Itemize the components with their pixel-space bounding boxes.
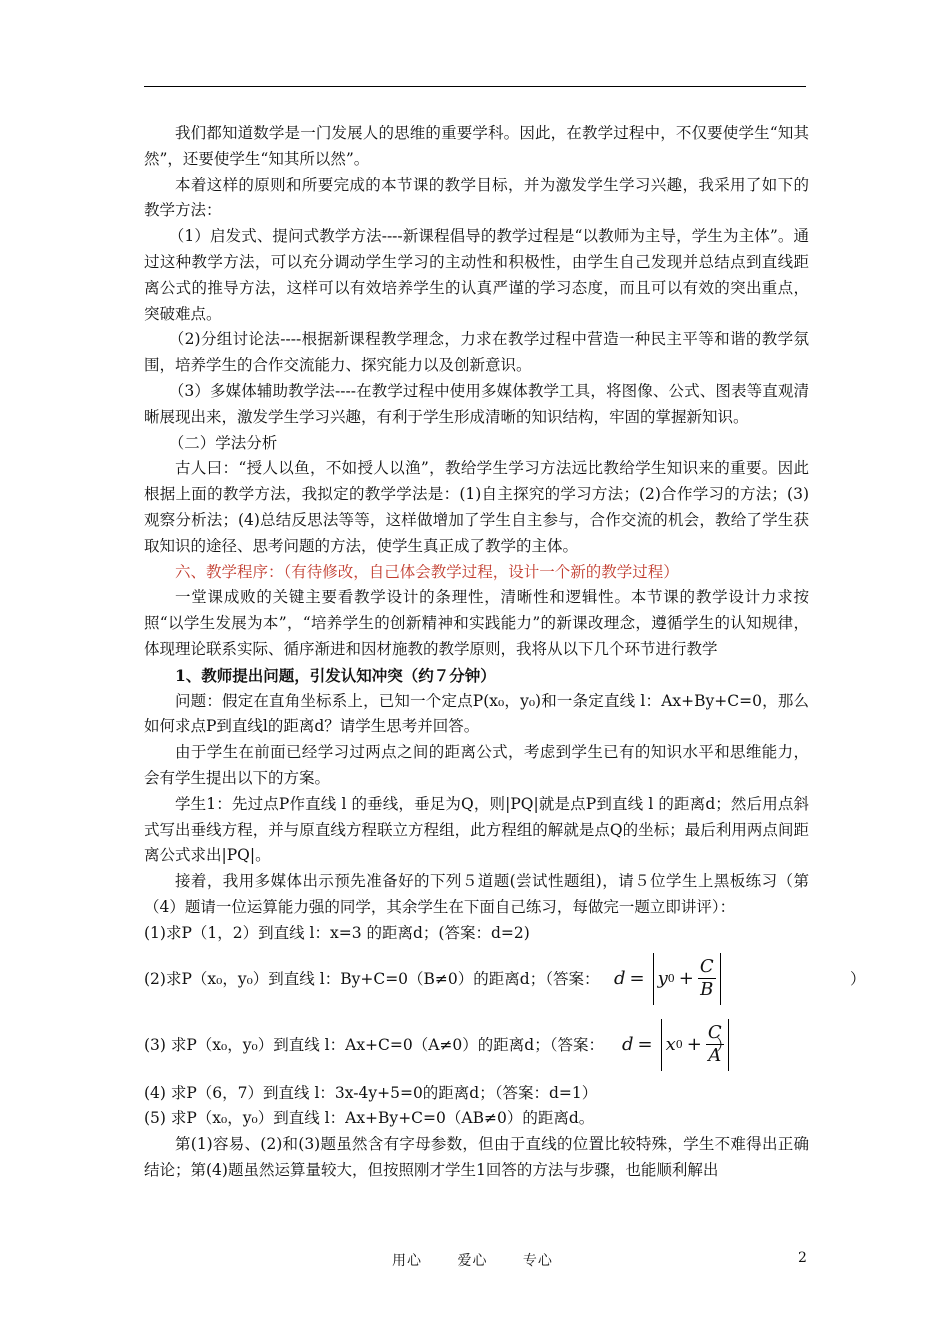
section-heading-red: 六、教学程序：（有待修改，自己体会教学过程，设计一个新的教学过程） [175,562,679,581]
section-heading: （二）学法分析 [168,433,278,452]
denominator: B [700,979,714,1000]
fraction [698,956,716,1001]
formula-op: + [686,1033,702,1055]
footer-item: 爱心 [457,1253,488,1269]
header-rule [144,86,806,87]
paragraph: 问题：假定在直角坐标系上，已知一个定点P(x₀，y₀)和一条定直线 l：Ax+By+C=0，那么如何求点P到直线l的距离d？请学生思考并回答。 [144,691,809,736]
paragraph: 第(1)容易、(2)和(3)题虽然含有字母参数，但由于直线的位置比较特殊，学生不难得出正确结论；第(4)题虽然运算量较大，但按照刚才学生1回答的方法与步骤，也能顺利解出 [144,1135,809,1179]
paragraph: 由于学生在前面已经学习过两点之间的距离公式，考虑到学生已有的知识水平和思维能力，会有学生提出以下的方案。 [144,743,809,787]
paragraph: 本着这样的原则和所要完成的本节课的教学目标，并为激发学生学习兴趣，我采用了如下的教学方法： [144,175,809,220]
paragraph: 一堂课成败的关键主要看教学设计的条理性，清晰性和逻辑性。本节课的教学设计力求按照“以学生发展为本”，“培养学生的创新精神和实践能力”的新课改理念，遵循学生的认知规律，体现理论联系实际、循序渐进和因材施教的教学原则，我将从以下几个环节进行教学 [144,588,809,658]
problem-2 [144,953,866,1007]
footer-item: 用心 [392,1253,422,1269]
formula-var: y [657,967,668,989]
problem-2-close: ） [850,969,866,988]
paragraph: 古人曰：“授人以鱼，不如授人以渔”，教给学生学习方法远比教给学生知识来的重要。因此根据上面的教学方法，我拟定的教学学法是：(1)自主探究的学习方法；(2)合作学习的方法；(3)观察分析法；(4)总结反思法等等，这样做增加了学生自主参与，合作交流的机会，教给了学生获取知识的途径、思考问题的方法，使学生真正成了教学的主体。 [144,459,809,555]
formula-3: d = x 0 + $\frac{C}{A}$ [622,1019,729,1071]
problem-3-text: (3) 求P（x₀，y₀）到直线 l：Ax+C=0（A≠0）的距离d；（答案： [144,1035,604,1054]
problem-5: (5) 求P（x₀，y₀）到直线 l：Ax+By+C=0（AB≠0）的距离d。 [144,1109,595,1128]
paragraph: 接着，我用多媒体出示预先准备好的下列５道题(尝试性题组)，请５位学生上黑板练习（第（4）题请一位运算能力强的同学，其余学生在下面自己练习，每做完一题立即讲评）： [144,872,809,916]
denominator: A [708,1045,722,1066]
problem-2-text: (2)求P（x₀，y₀）到直线 l：By+C=0（B≠0）的距离d；（答案： [144,969,600,988]
absolute-value [653,953,721,1005]
footer-item: 专心 [522,1253,553,1269]
formula-sub: 0 [675,1037,683,1051]
page-number: 2 [798,1250,807,1266]
paragraph: （1）启发式、提问式教学方法----新课程倡导的教学过程是“以教师为主导，学生为主体”。通过这种教学方法，可以充分调动学生学习的主动性和积极性，由学生自己发现并总结点到直线距离公式的推导方法，这样可以有效培养学生的认真严谨的学习态度，而且可以有效的突出重点，突破难点。 [144,227,809,323]
numerator: C [707,1022,722,1043]
formula-lhs: d [614,967,626,989]
paragraph: （3）多媒体辅助教学法----在教学过程中使用多媒体教学工具，将图像、公式、图表等直观清晰展现出来，激发学生学习兴趣，有利于学生形成清晰的知识结构，牢固的掌握新知识。 [144,381,809,426]
subsection-heading: 1、教师提出问题，引发认知冲突（约７分钟） [175,665,496,685]
problem-3-close: ） [716,1035,732,1054]
formula-sub: 0 [667,971,675,985]
paragraph: 学生1：先过点P作直线 l 的垂线，垂足为Q，则|PQ|就是点P到直线 l 的距离d；然后用点斜式写出垂线方程，并与原直线方程联立方程组，此方程组的解就是点Q的坐标；最后利用两点间距离公式求出|PQ|。 [144,794,809,865]
problem-3 [144,1019,809,1073]
numerator: C [699,956,714,977]
formula-2: d = y 0 + $\frac{C}{B}$ [614,953,721,1005]
paragraph: 我们都知道数学是一门发展人的思维的重要学科。因此，在教学过程中，不仅要使学生“知其然”，还要使学生“知其所以然”。 [144,124,809,168]
footer-slogan [392,1250,583,1270]
page-body [144,121,866,1184]
paragraph: （2)分组讨论法----根据新课程教学理念，力求在教学过程中营造一种民主平等和谐的教学氛围，培养学生的合作交流能力、探究能力以及创新意识。 [144,330,809,375]
formula-lhs: d [622,1033,634,1055]
problem-1: (1)求P（1，2）到直线 l：x=3 的距离d；(答案：d=2) [144,923,530,942]
problem-4: (4) 求P（6，7）到直线 l：3x-4y+5=0的距离d；（答案：d=1） [144,1083,598,1102]
formula-op: + [678,967,694,989]
formula-var: x [665,1033,676,1055]
